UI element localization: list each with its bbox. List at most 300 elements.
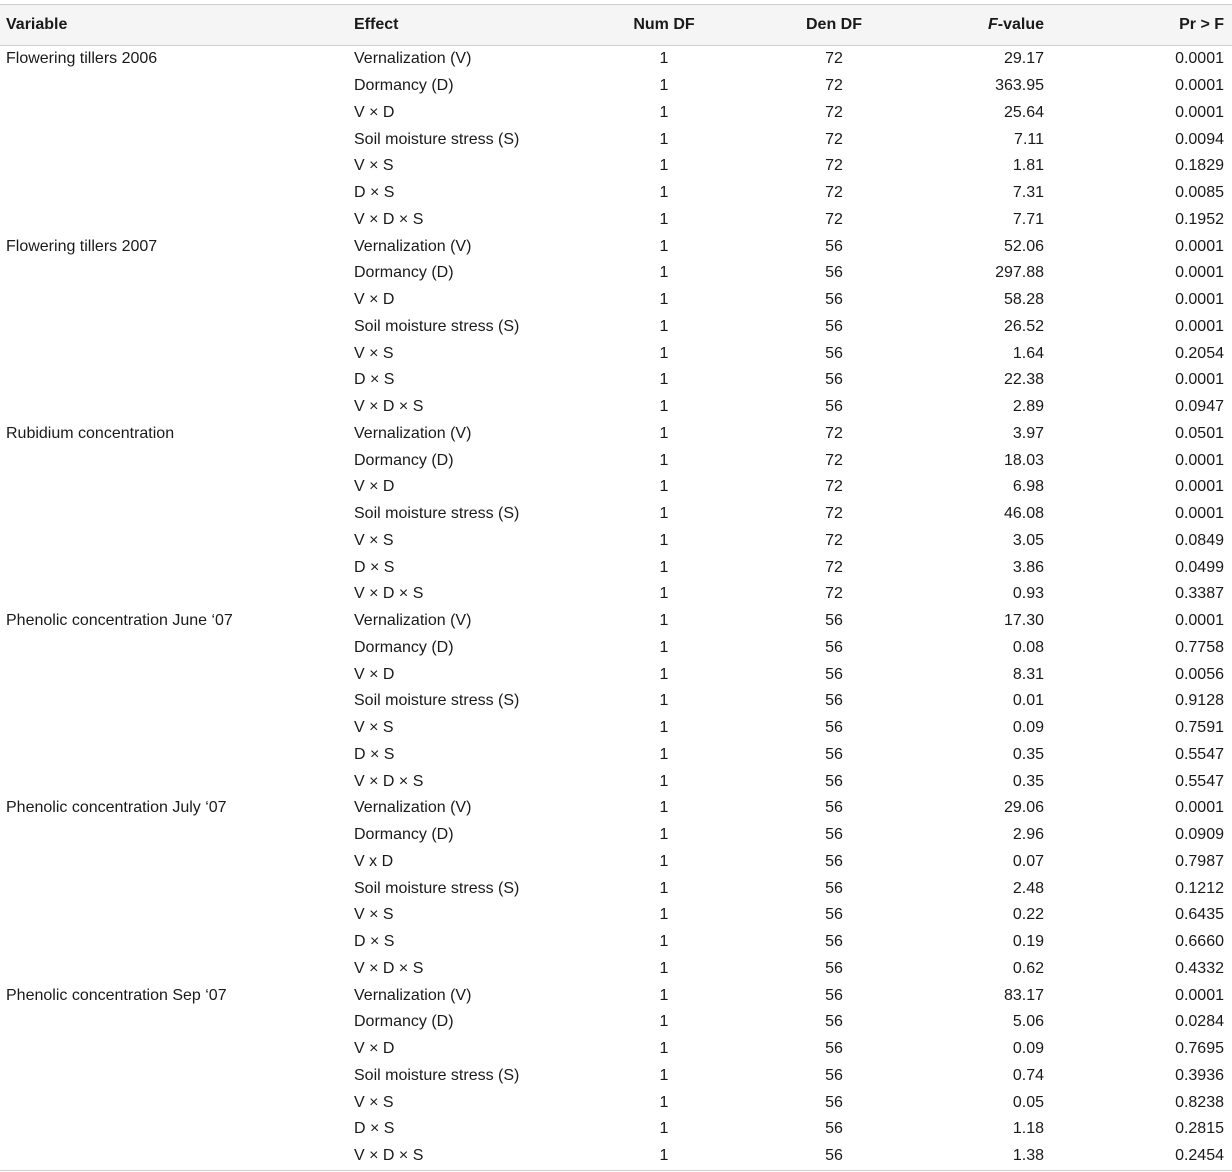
cell-f-value: 1.38 [1012,1147,1044,1165]
cell-pr-f: 0.1952 [1175,210,1224,228]
cell-variable [0,822,346,849]
cell-effect: D × S [354,558,395,576]
cell-effect: Soil moisture stress (S) [354,879,520,897]
header-variable: Variable [6,16,68,33]
cell-f-value: 83.17 [1003,986,1044,1004]
cell-effect: V × D [354,1040,395,1058]
cell-f-value: 3.86 [1012,558,1044,576]
cell-pr-f: 0.5547 [1175,772,1224,790]
cell-variable: Phenolic concentration June ‘07 [6,612,233,630]
cell-effect: V × S [354,1093,394,1111]
cell-variable [0,956,346,983]
table-row [0,742,1232,769]
cell-f-value: 297.88 [995,264,1044,282]
table-row [0,207,1232,234]
cell-pr-f: 0.7695 [1175,1040,1224,1058]
cell-den-df: 56 [825,665,843,683]
cell-effect: Soil moisture stress (S) [354,317,520,335]
cell-pr-f: 0.0056 [1175,665,1224,683]
cell-den-df: 72 [825,50,843,68]
cell-effect: V × D × S [354,398,424,416]
cell-den-df: 56 [825,826,843,844]
cell-f-value: 0.74 [1012,1066,1044,1084]
cell-den-df: 56 [825,745,843,763]
table-row [0,608,1232,635]
cell-den-df: 56 [825,959,843,977]
cell-f-value: 2.48 [1012,879,1044,897]
cell-num-df: 1 [659,531,669,549]
cell-pr-f: 0.0849 [1175,531,1224,549]
cell-effect: V × S [354,906,394,924]
cell-effect: Vernalization (V) [354,237,472,255]
cell-num-df: 1 [659,612,669,630]
cell-f-value: 0.19 [1012,933,1044,951]
cell-den-df: 56 [825,799,843,817]
cell-den-df: 72 [825,210,843,228]
cell-num-df: 1 [659,424,669,442]
cell-pr-f: 0.0001 [1175,291,1224,309]
cell-variable [0,340,346,367]
cell-variable [0,447,346,474]
cell-pr-f: 0.7591 [1175,719,1224,737]
table-row [0,822,1232,849]
cell-num-df: 1 [659,879,669,897]
cell-f-value: 0.22 [1012,906,1044,924]
cell-den-df: 72 [825,478,843,496]
table-row [0,126,1232,153]
cell-f-value: 7.31 [1012,184,1044,202]
cell-den-df: 56 [825,933,843,951]
table-row [0,447,1232,474]
cell-variable [0,394,346,421]
cell-variable: Flowering tillers 2006 [6,50,158,68]
cell-effect: D × S [354,933,395,951]
cell-num-df: 1 [659,505,669,523]
cell-num-df: 1 [659,933,669,951]
table-row [0,1116,1232,1143]
table-row [0,501,1232,528]
table-row [0,1009,1232,1036]
cell-f-value: 0.35 [1012,772,1044,790]
table-row [0,875,1232,902]
cell-num-df: 1 [659,103,669,121]
cell-effect: Dormancy (D) [354,826,454,844]
cell-den-df: 72 [825,424,843,442]
cell-variable [0,1009,346,1036]
cell-den-df: 56 [825,719,843,737]
cell-pr-f: 0.0001 [1175,77,1224,95]
cell-effect: V × S [354,719,394,737]
cell-f-value: 29.06 [1003,799,1044,817]
cell-pr-f: 0.1212 [1175,879,1224,897]
header-pr-f: Pr > F [1179,16,1224,33]
cell-num-df: 1 [659,344,669,362]
cell-den-df: 56 [825,317,843,335]
cell-effect: Dormancy (D) [354,264,454,282]
cell-f-value: 6.98 [1012,478,1044,496]
cell-effect: Vernalization (V) [354,50,472,68]
cell-pr-f: 0.2815 [1175,1120,1224,1138]
table-row [0,929,1232,956]
cell-variable [0,849,346,876]
cell-f-value: 8.31 [1012,665,1044,683]
cell-den-df: 56 [825,264,843,282]
cell-den-df: 56 [825,906,843,924]
table-row [0,581,1232,608]
cell-pr-f: 0.0001 [1175,478,1224,496]
cell-pr-f: 0.0501 [1175,424,1224,442]
anova-table [0,4,1232,1171]
cell-variable [0,768,346,795]
header-den-df: Den DF [806,16,862,33]
cell-pr-f: 0.2054 [1175,344,1224,362]
cell-den-df: 56 [825,986,843,1004]
cell-f-value: 3.97 [1012,424,1044,442]
cell-num-df: 1 [659,585,669,603]
cell-num-df: 1 [659,317,669,335]
cell-variable [0,73,346,100]
cell-f-value: 0.08 [1012,638,1044,656]
table-body [0,46,1232,1171]
cell-den-df: 72 [825,184,843,202]
cell-effect: V × S [354,344,394,362]
cell-num-df: 1 [659,1013,669,1031]
cell-effect: V × D × S [354,210,424,228]
cell-variable [0,126,346,153]
cell-f-value: 1.64 [1012,344,1044,362]
cell-pr-f: 0.3387 [1175,585,1224,603]
cell-variable [0,715,346,742]
cell-variable: Phenolic concentration Sep ‘07 [6,986,227,1004]
cell-variable [0,260,346,287]
cell-effect: D × S [354,745,395,763]
table-row [0,1063,1232,1090]
cell-variable: Phenolic concentration July ‘07 [6,799,227,817]
cell-effect: V × D [354,103,395,121]
cell-variable [0,635,346,662]
cell-num-df: 1 [659,478,669,496]
cell-effect: V × D × S [354,585,424,603]
header-effect: Effect [354,16,399,33]
table-row [0,1143,1232,1170]
cell-num-df: 1 [659,852,669,870]
cell-pr-f: 0.0001 [1175,799,1224,817]
cell-variable [0,528,346,555]
table-row [0,394,1232,421]
cell-den-df: 56 [825,612,843,630]
cell-pr-f: 0.0001 [1175,317,1224,335]
cell-variable: Flowering tillers 2007 [6,237,158,255]
table-row [0,421,1232,448]
cell-pr-f: 0.0499 [1175,558,1224,576]
cell-den-df: 72 [825,451,843,469]
cell-f-value: 26.52 [1003,317,1044,335]
table-row [0,956,1232,983]
table-row [0,367,1232,394]
cell-pr-f: 0.0001 [1175,103,1224,121]
cell-f-value: 58.28 [1003,291,1044,309]
cell-pr-f: 0.2454 [1175,1147,1224,1165]
table-row [0,661,1232,688]
cell-f-value: 0.93 [1012,585,1044,603]
cell-den-df: 56 [825,772,843,790]
cell-f-value: 46.08 [1003,505,1044,523]
cell-f-value: 0.09 [1012,719,1044,737]
cell-effect: Vernalization (V) [354,986,472,1004]
cell-den-df: 72 [825,103,843,121]
table-row [0,100,1232,127]
cell-num-df: 1 [659,826,669,844]
cell-effect: V × S [354,157,394,175]
cell-variable [0,554,346,581]
cell-variable [0,1036,346,1063]
cell-num-df: 1 [659,291,669,309]
cell-variable [0,180,346,207]
cell-f-value: 5.06 [1012,1013,1044,1031]
cell-num-df: 1 [659,130,669,148]
table-row [0,1036,1232,1063]
cell-effect: V × D × S [354,959,424,977]
cell-den-df: 56 [825,638,843,656]
cell-den-df: 56 [825,1120,843,1138]
cell-effect: Dormancy (D) [354,77,454,95]
cell-variable [0,875,346,902]
cell-pr-f: 0.8238 [1175,1093,1224,1111]
cell-den-df: 72 [825,531,843,549]
cell-num-df: 1 [659,451,669,469]
cell-f-value: 52.06 [1003,237,1044,255]
cell-f-value: 363.95 [995,77,1044,95]
cell-den-df: 56 [825,879,843,897]
table-row [0,314,1232,341]
cell-pr-f: 0.7987 [1175,852,1224,870]
table-row [0,287,1232,314]
cell-effect: V × D [354,478,395,496]
cell-pr-f: 0.0001 [1175,986,1224,1004]
cell-num-df: 1 [659,77,669,95]
cell-effect: V x D [354,852,394,870]
cell-den-df: 72 [825,157,843,175]
cell-pr-f: 0.6435 [1175,906,1224,924]
cell-den-df: 72 [825,505,843,523]
cell-den-df: 56 [825,398,843,416]
header-num-df: Num DF [633,16,695,33]
cell-f-value: 1.81 [1012,157,1044,175]
cell-effect: V × D × S [354,772,424,790]
cell-pr-f: 0.0094 [1175,130,1224,148]
cell-num-df: 1 [659,184,669,202]
cell-f-value: 0.01 [1012,692,1044,710]
table-row [0,46,1232,73]
cell-pr-f: 0.0001 [1175,612,1224,630]
cell-pr-f: 0.0085 [1175,184,1224,202]
cell-den-df: 56 [825,852,843,870]
cell-f-value: 7.71 [1012,210,1044,228]
cell-f-value: 7.11 [1014,130,1044,148]
cell-den-df: 56 [825,1066,843,1084]
cell-den-df: 72 [825,558,843,576]
cell-effect: Soil moisture stress (S) [354,505,520,523]
cell-num-df: 1 [659,665,669,683]
cell-f-value: 29.17 [1003,50,1044,68]
cell-effect: D × S [354,184,395,202]
cell-num-df: 1 [659,1066,669,1084]
cell-variable: Rubidium concentration [6,424,175,442]
cell-num-df: 1 [659,1147,669,1165]
cell-variable [0,207,346,234]
table-row [0,73,1232,100]
table-header [0,5,1232,46]
cell-num-df: 1 [659,772,669,790]
header-f-italic: F [987,16,998,33]
cell-den-df: 56 [825,1093,843,1111]
table-row [0,233,1232,260]
cell-effect: V × D [354,665,395,683]
cell-den-df: 56 [825,1040,843,1058]
table-row [0,260,1232,287]
cell-num-df: 1 [659,1093,669,1111]
cell-pr-f: 0.5547 [1175,745,1224,763]
cell-pr-f: 0.7758 [1175,638,1224,656]
cell-effect: D × S [354,371,395,389]
cell-effect: D × S [354,1120,395,1138]
cell-num-df: 1 [659,237,669,255]
cell-effect: Soil moisture stress (S) [354,130,520,148]
cell-pr-f: 0.4332 [1175,959,1224,977]
cell-num-df: 1 [659,50,669,68]
cell-variable [0,100,346,127]
cell-effect: Dormancy (D) [354,451,454,469]
cell-effect: V × S [354,531,394,549]
header-f-suffix: -value [997,16,1044,33]
cell-variable [0,742,346,769]
cell-pr-f: 0.6660 [1175,933,1224,951]
table-row [0,982,1232,1009]
cell-variable [0,1116,346,1143]
table-row [0,340,1232,367]
cell-variable [0,581,346,608]
table-row [0,902,1232,929]
cell-den-df: 56 [825,1147,843,1165]
header-row [0,5,1232,46]
cell-effect: V × D [354,291,395,309]
cell-variable [0,929,346,956]
cell-den-df: 72 [825,77,843,95]
cell-num-df: 1 [659,986,669,1004]
cell-pr-f: 0.3936 [1175,1066,1224,1084]
cell-num-df: 1 [659,906,669,924]
cell-variable [0,688,346,715]
cell-den-df: 56 [825,692,843,710]
cell-num-df: 1 [659,157,669,175]
cell-pr-f: 0.0001 [1175,237,1224,255]
cell-variable [0,314,346,341]
cell-num-df: 1 [659,959,669,977]
cell-f-value: 2.89 [1012,398,1044,416]
cell-variable [0,1089,346,1116]
cell-pr-f: 0.1829 [1175,157,1224,175]
cell-num-df: 1 [659,745,669,763]
cell-f-value: 0.05 [1012,1093,1044,1111]
header-f-value [944,5,1054,46]
cell-variable [0,153,346,180]
cell-f-value: 2.96 [1012,826,1044,844]
cell-variable [0,287,346,314]
cell-den-df: 56 [825,371,843,389]
table-row [0,635,1232,662]
cell-effect: Vernalization (V) [354,612,472,630]
cell-den-df: 56 [825,344,843,362]
cell-f-value: 25.64 [1003,103,1044,121]
cell-pr-f: 0.0001 [1175,264,1224,282]
cell-num-df: 1 [659,558,669,576]
cell-f-value: 0.07 [1012,852,1044,870]
table-row [0,554,1232,581]
cell-pr-f: 0.0001 [1175,371,1224,389]
table-row [0,528,1232,555]
cell-num-df: 1 [659,692,669,710]
cell-f-value: 3.05 [1012,531,1044,549]
cell-den-df: 56 [825,1013,843,1031]
cell-f-value: 0.09 [1012,1040,1044,1058]
cell-effect: Vernalization (V) [354,799,472,817]
cell-den-df: 56 [825,291,843,309]
cell-variable [0,1143,346,1170]
cell-effect: Dormancy (D) [354,638,454,656]
cell-pr-f: 0.0909 [1175,826,1224,844]
cell-variable [0,902,346,929]
table-row [0,715,1232,742]
table-row [0,1089,1232,1116]
cell-f-value: 22.38 [1003,371,1044,389]
cell-pr-f: 0.0284 [1175,1013,1224,1031]
table-row [0,474,1232,501]
cell-variable [0,1063,346,1090]
table-row [0,153,1232,180]
cell-effect: Vernalization (V) [354,424,472,442]
cell-effect: V × D × S [354,1147,424,1165]
cell-num-df: 1 [659,398,669,416]
cell-num-df: 1 [659,799,669,817]
cell-f-value: 1.18 [1012,1120,1044,1138]
table-row [0,768,1232,795]
cell-den-df: 72 [825,585,843,603]
cell-pr-f: 0.0947 [1175,398,1224,416]
cell-f-value: 0.35 [1012,745,1044,763]
cell-pr-f: 0.0001 [1175,50,1224,68]
cell-pr-f: 0.0001 [1175,451,1224,469]
cell-pr-f: 0.0001 [1175,505,1224,523]
cell-variable [0,367,346,394]
cell-effect: Soil moisture stress (S) [354,692,520,710]
cell-num-df: 1 [659,638,669,656]
cell-effect: Dormancy (D) [354,1013,454,1031]
cell-num-df: 1 [659,1120,669,1138]
cell-effect: Soil moisture stress (S) [354,1066,520,1084]
table-row [0,688,1232,715]
cell-f-value: 0.62 [1012,959,1044,977]
cell-num-df: 1 [659,210,669,228]
cell-f-value: 17.30 [1003,612,1044,630]
cell-variable [0,661,346,688]
cell-pr-f: 0.9128 [1175,692,1224,710]
table-row [0,849,1232,876]
cell-variable [0,474,346,501]
table-row [0,180,1232,207]
cell-variable [0,501,346,528]
cell-den-df: 56 [825,237,843,255]
cell-f-value: 18.03 [1003,451,1044,469]
